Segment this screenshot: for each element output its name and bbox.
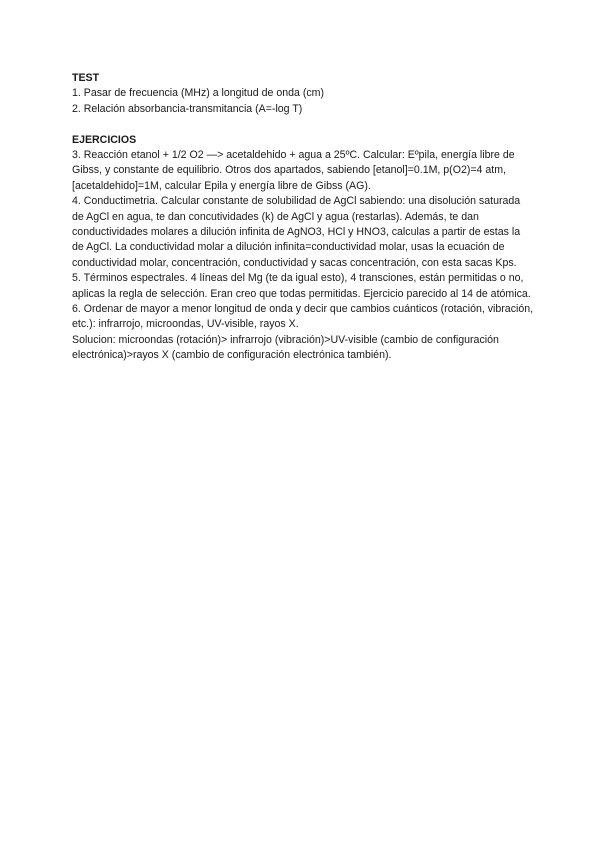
document-page <box>72 71 534 364</box>
ejercicios-heading: EJERCICIOS <box>72 133 137 146</box>
test-heading: TEST <box>72 72 100 84</box>
ejercicio-3: 3. Reacción etanol + 1/2 O2 —> acetaldehido + agua a 25ºC. Calcular: Eºpila, energía libre de Gibss, y constante de equilibrio. Otros dos apartados, sabiendo [etanol]=0.1M, p(O2)=4 atm, [acetaldehido]=1M, calcular Epila y energía libre de Gibss (AG). <box>72 149 515 192</box>
ejercicio-4: 4. Conductimetria. Calcular constante de solubilidad de AgCl sabiendo: una disolución saturada de AgCl en agua, te dan concutividades (k) de AgCl y agua (restarlas). Además, te dan conductividades molares a dilución infinita de AgNO3, HCl y HNO3, calculas a partir de estas la de AgCl. La conductividad molar a dilución infinita=conductividad molar, usas la ecuación de conductividad molar, concentración, conductividad y sacas concentración, con esta sacas Kps. <box>72 195 521 269</box>
test-item-1: 1. Pasar de frecuencia (MHz) a longitud de onda (cm) <box>72 87 325 100</box>
ejercicio-6: 6. Ordenar de mayor a menor longitud de onda y decir que cambios cuánticos (rotación, vibración, etc.): infrarrojo, microondas, UV-visible, rayos X. <box>72 303 534 331</box>
ejercicio-6-solucion: Solucion: microondas (rotación)> infrarrojo (vibración)>UV-visible (cambio de configuración electrónica)>rayos X (cambio de configuración electrónica también). <box>72 333 499 362</box>
test-item-2: 2. Relación absorbancia-transmitancia (A=-log T) <box>72 102 303 115</box>
ejercicio-5: 5. Términos espectrales. 4 líneas del Mg (te da igual esto), 4 transciones, están permitidas o no, aplicas la regla de selección. Eran creo que todas permitidas. Ejercicio parecido al 14 de atómica. <box>72 272 531 300</box>
section-spacer <box>72 117 534 132</box>
